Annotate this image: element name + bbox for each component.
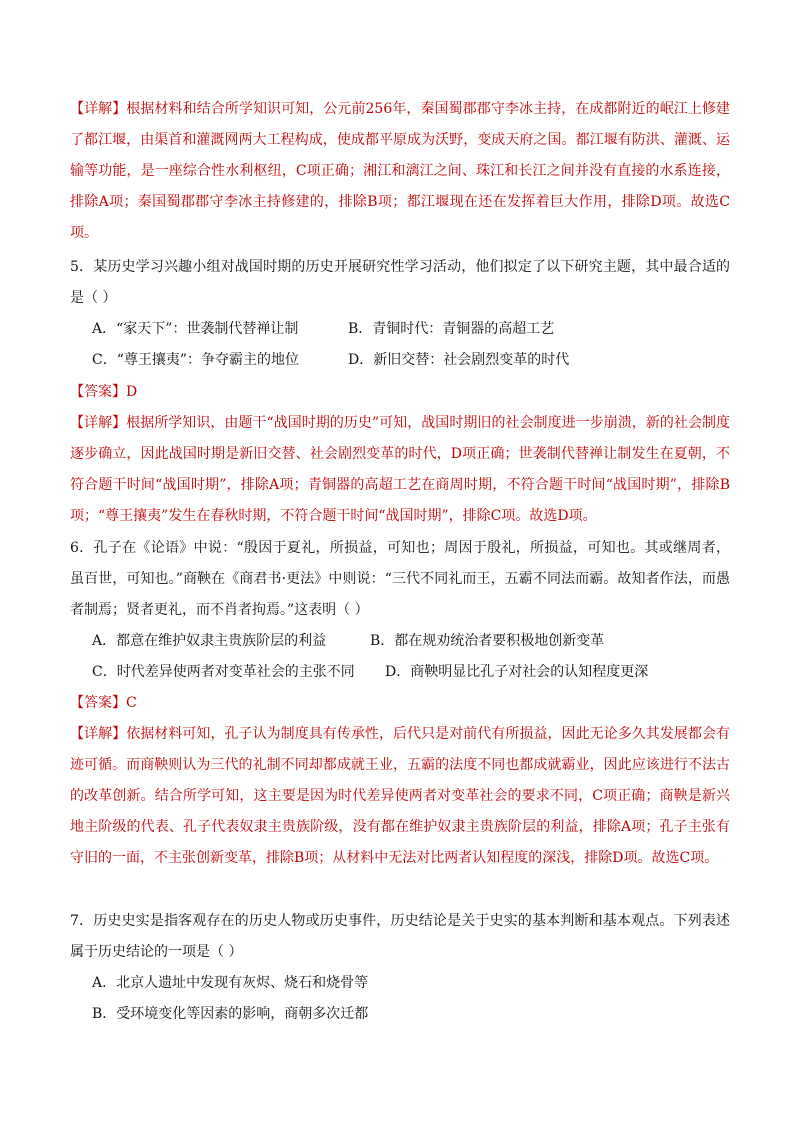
option-d[interactable]: D．商鞅明显比孔子对社会的认知程度更深 [385,664,649,680]
option-b[interactable]: B．青铜时代：青铜器的高超工艺 [348,321,555,337]
explanation-text: 根据所学知识，由题干“战国时期的历史”可知，战国时期旧的社会制度进一步崩溃，新的社会制度逐步确立，因此战国时期是新旧交替、社会剧烈变革的时代，D项正确；世袭制代替禅让制发生在夏朝，不符合题干时间“战国时期”，排除A项；青铜器的高超工艺在商周时期，不符合题干时间“战国时期”，排除B项；“尊王攘夷”发生在春秋时期，不符合题干时间“战国时期”，排除C项。故选D项。 [70,415,731,524]
question-6-explanation [70,719,730,874]
answer-value: D [126,384,138,400]
question-7-stem: 7．历史史实是指客观存在的历史人物或历史事件，历史结论是关于史实的基本判断和基本观点。下列表述属于历史结论的一项是（ ） [70,913,730,960]
option-c[interactable]: C．时代差异使两者对变革社会的主张不同 [92,664,355,680]
option-a[interactable]: A．北京人遗址中发现有灰烬、烧石和烧骨等 [92,975,369,991]
option-a[interactable]: A．都意在维护奴隶主贵族阶层的利益 [92,633,327,649]
explanation-text: 根据材料和结合所学知识可知，公元前256年，秦国蜀郡郡守李冰主持，在成都附近的岷江上修建了都江堰，由渠首和灌溉网两大工程构成，使成都平原成为沃野，变成天府之国。都江堰有防洪、灌溉、运输等功能，是一座综合性水利枢纽，C项正确；湘江和漓江之间、珠江和长江之间并没有直接的水系连接，排除A项；秦国蜀郡郡守李冰主持修建的，排除B项；都江堰现在还在发挥着巨大作用，排除D项。故选C项。 [70,101,730,241]
detail-label: 【详解】 [70,415,127,431]
detail-label: 【详解】 [70,726,127,742]
detail-label: 【详解】 [70,101,127,117]
question-6-stem: 6．孔子在《论语》中说：“殷因于夏礼，所损益，可知也；周因于殷礼，所损益，可知也。其或继周者，虽百世，可知也。”商鞅在《商君书·更法》中则说：“三代不同礼而王，五霸不同法而霸。故知者作法，而愚者制焉；贤者更礼，而不肖者拘焉。”这表明（ ） [70,540,730,618]
option-c[interactable]: C．“尊王攘夷”：争夺霸主的地位 [92,352,300,368]
q4-explanation [70,94,730,249]
option-a[interactable]: A．“家天下”：世袭制代替禅让制 [92,321,299,337]
option-d[interactable]: D．新旧交替：社会剧烈变革的时代 [348,352,570,368]
answer-label: 【答案】 [70,695,126,711]
explanation-text: 依据材料可知，孔子认为制度具有传承性，后代只是对前代有所损益，因此无论多久其发展都会有迹可循。而商鞅则认为三代的礼制不同却都成就王业，五霸的法度不同也都成就霸业，因此应该进行不法古的改革创新。结合所学可知，这主要是因为时代差异使两者对变革社会的要求不同，C项正确；商鞅是新兴地主阶级的代表、孔子代表奴隶主贵族阶级，没有都在维护奴隶主贵族阶层的利益，排除A项；孔子主张有守旧的一面，不主张创新变革，排除B项；从材料中无法对比两者认知程度的深浅，排除D项。故选C项。 [70,726,731,866]
answer-value: C [126,695,137,711]
option-b[interactable]: B．都在规劝统治者要积极地创新变革 [370,633,605,649]
question-6-answer [70,688,730,719]
question-5-stem: 5．某历史学习兴趣小组对战国时期的历史开展研究性学习活动，他们拟定了以下研究主题，其中最合适的是（ ） [70,259,730,306]
answer-label: 【答案】 [70,384,126,400]
option-b[interactable]: B．受环境变化等因素的影响，商朝多次迁都 [92,1006,369,1022]
question-5-answer [70,377,730,408]
question-5-explanation [70,408,730,532]
